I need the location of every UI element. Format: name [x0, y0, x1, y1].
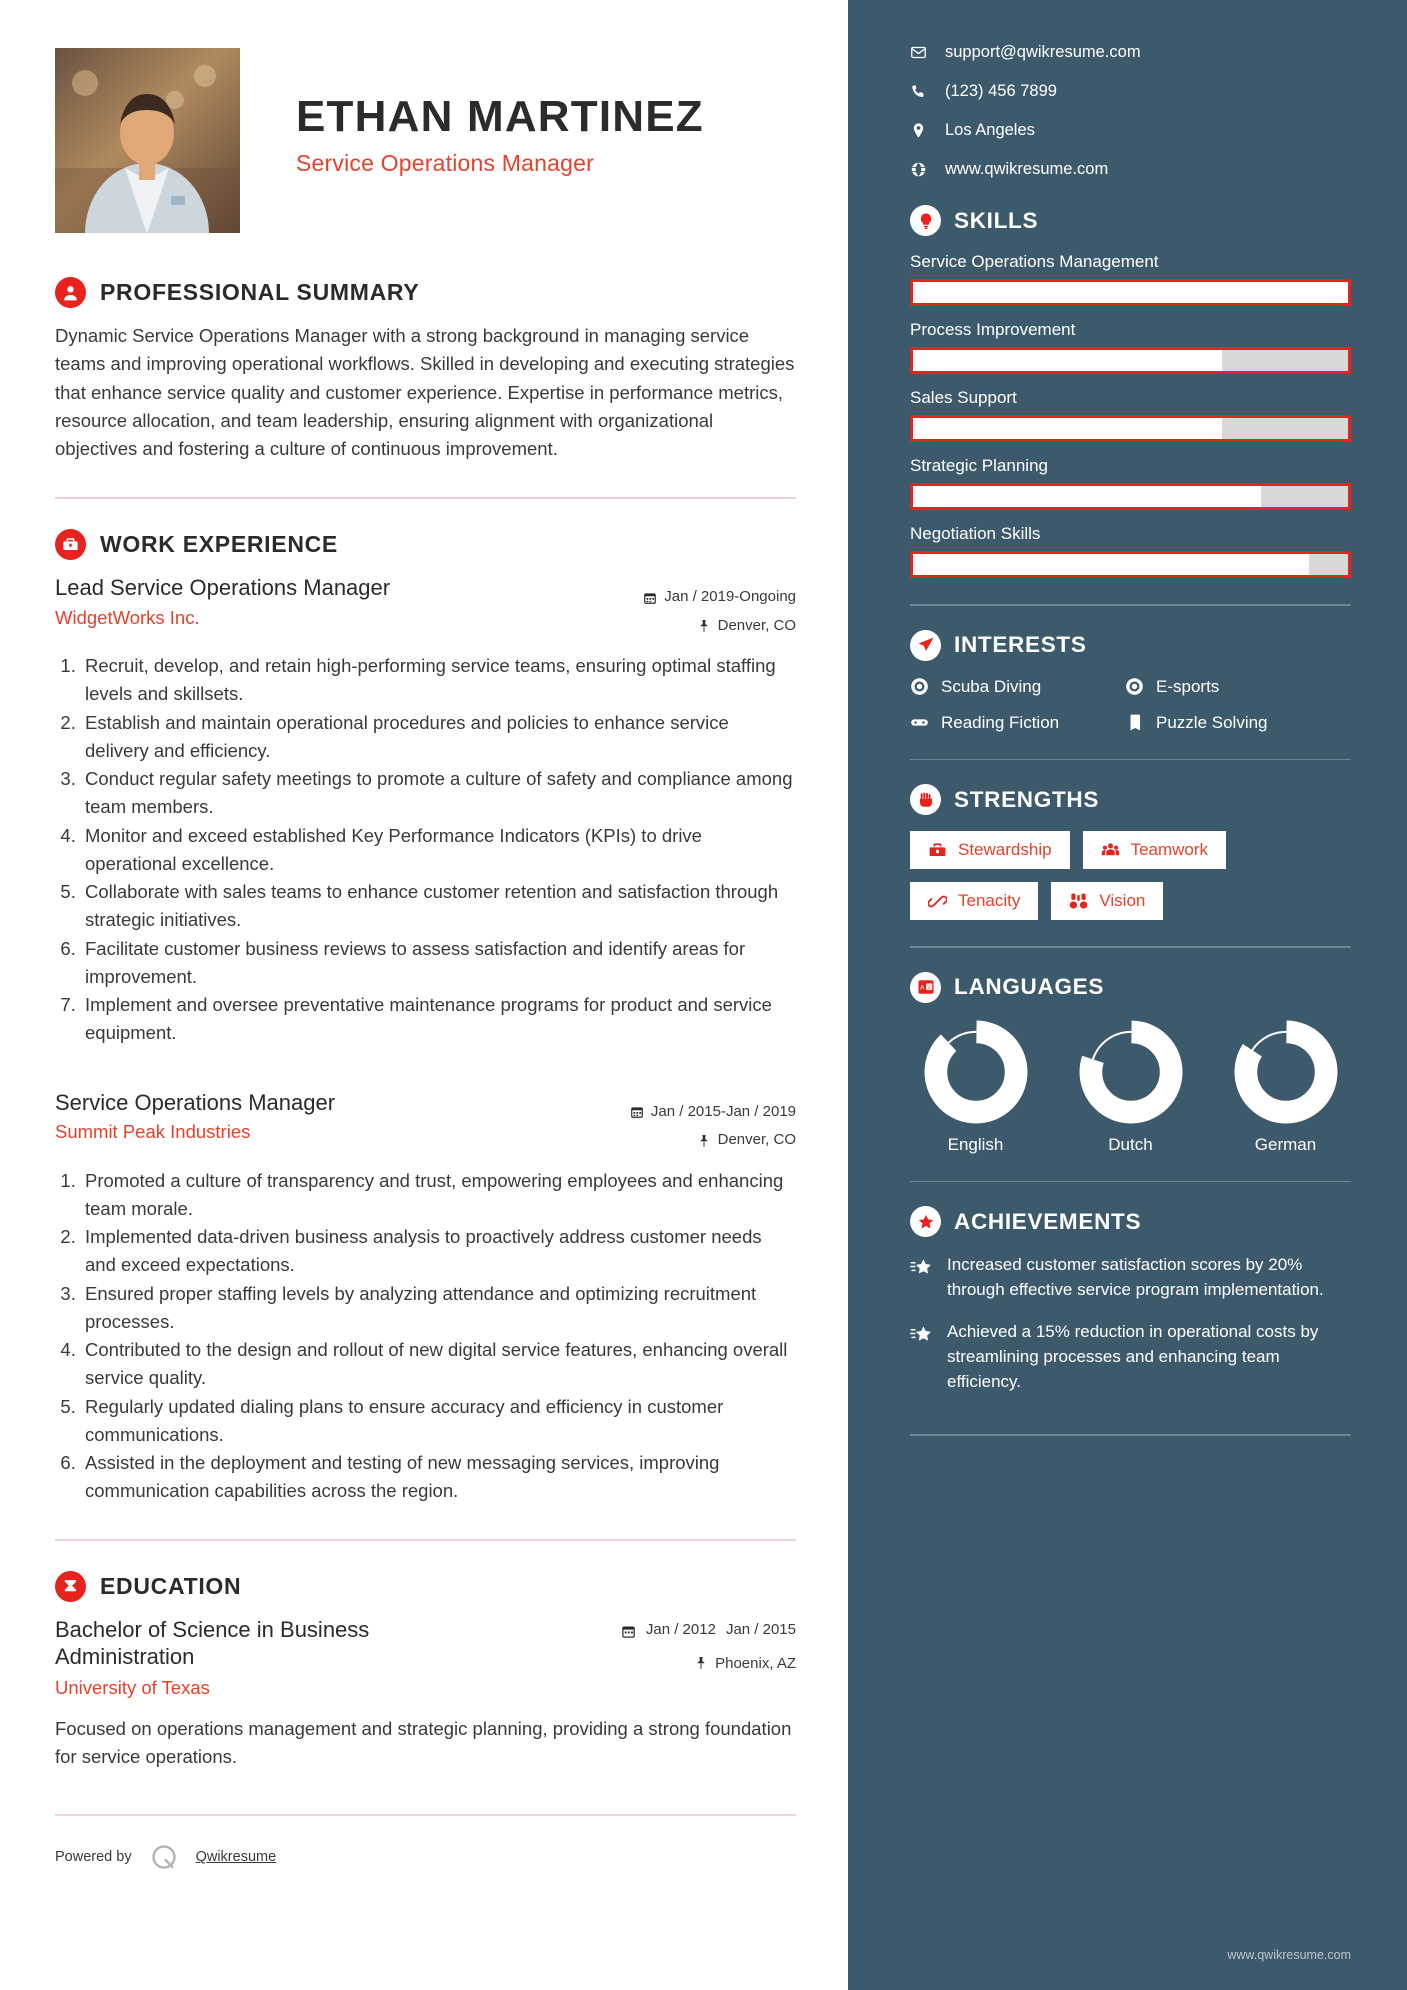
work-location: Denver, CO: [717, 616, 796, 634]
contact-website[interactable]: [910, 160, 1351, 179]
calendar-icon: [621, 1624, 636, 1639]
interest-label: Scuba Diving: [941, 676, 1042, 696]
page-footer: [55, 1842, 796, 1872]
work-location: Denver, CO: [717, 1131, 796, 1149]
contact-email[interactable]: [910, 43, 1351, 62]
phone-icon: [910, 83, 927, 100]
education-location-row: [621, 1655, 796, 1672]
skill-bar-fill: [913, 350, 1222, 371]
pin-icon: [910, 122, 927, 139]
work-bullet: 6. Facilitate customer business reviews to assess satisfaction and identify areas for improvement.: [81, 935, 796, 991]
svg-text:A: A: [919, 984, 925, 992]
section-title: EDUCATION: [100, 1572, 242, 1599]
skill-item: [910, 388, 1351, 442]
contact-phone-value: (123) 456 7899: [945, 82, 1057, 100]
section-heading: [910, 205, 1351, 236]
section-skills: [910, 205, 1351, 578]
divider: [910, 1434, 1351, 1436]
summary-text: Dynamic Service Operations Manager with a strong background in managing service teams and improving operational workflows. Skilled in developing and executing strategies that enhance service quality and customer experience. Expertise in performance metrics, resource allocation, and team leadership, ensuring alignment with organizational objectives and fostering a culture of continuous improvement.: [55, 325, 795, 460]
interest-label: E-sports: [1156, 676, 1220, 696]
divider: [910, 759, 1351, 761]
achievement-text: Achieved a 15% reduction in operational costs by streamlining processes and enhancing team efficiency.: [947, 1322, 1319, 1391]
shooting-star-icon: [910, 1323, 933, 1346]
work-bullet: 5. Regularly updated dialing plans to ensure accuracy and efficiency in customer communications.: [81, 1393, 796, 1449]
map-pin-icon: [697, 619, 711, 633]
skill-bar: [910, 551, 1351, 578]
achievement-text: Increased customer satisfaction scores by 20% through effective service program implementation.: [947, 1255, 1324, 1299]
strength-item: [910, 882, 1038, 920]
fist-icon: [910, 784, 941, 815]
section-title: PROFESSIONAL SUMMARY: [100, 279, 420, 305]
work-entry: [55, 574, 796, 1047]
skill-label: Service Operations Management: [910, 252, 1159, 271]
strength-item: [1083, 831, 1226, 869]
user-icon: [55, 277, 86, 308]
divider: [55, 1814, 796, 1816]
achievement-item: [910, 1320, 1351, 1394]
language-list: [910, 1019, 1351, 1155]
powered-by-label: Powered by: [55, 1849, 132, 1866]
interest-item: [910, 713, 1125, 733]
education-description: Focused on operations management and strategic planning, providing a strong foundation for service operations.: [55, 1717, 792, 1767]
work-dates-row: [630, 1098, 796, 1127]
work-entry-titles: [55, 574, 390, 629]
donut-chart-dutch: [1078, 1019, 1184, 1125]
skill-bar-fill: [913, 418, 1222, 439]
contact-email-value: support@qwikresume.com: [945, 43, 1141, 61]
education-entry-titles: [55, 1616, 485, 1699]
work-bullet: 2. Implemented data-driven business analysis to proactively address customer needs and exceed expectations.: [81, 1223, 796, 1279]
interest-item: [1125, 713, 1351, 733]
divider: [910, 1181, 1351, 1183]
skill-label: Strategic Planning: [910, 456, 1048, 475]
people-icon: [1101, 841, 1120, 860]
contact-website-value: www.qwikresume.com: [945, 160, 1109, 178]
map-pin-icon: [694, 1656, 708, 1670]
name-block: [296, 48, 704, 177]
section-languages: [910, 972, 1351, 1155]
language-label: English: [947, 1134, 1004, 1154]
skill-label: Sales Support: [910, 388, 1017, 407]
profile-photo-icon: [55, 48, 240, 233]
map-pin-icon: [697, 1134, 711, 1148]
avatar: [55, 48, 240, 233]
education-degree: Bachelor of Science in Business Administration: [55, 1616, 370, 1670]
strength-item: [910, 831, 1070, 869]
work-dates-row: [643, 583, 796, 612]
skill-label: Negotiation Skills: [910, 524, 1041, 543]
education-dates-row: [621, 1616, 796, 1641]
qwikresume-link[interactable]: Qwikresume: [195, 1849, 277, 1866]
interest-item: [1125, 677, 1351, 697]
svg-text:文: 文: [925, 984, 932, 991]
strength-label: Stewardship: [958, 840, 1052, 859]
language-item: [910, 1019, 1041, 1155]
skill-bar: [910, 415, 1351, 442]
donut-chart-german: [1233, 1019, 1339, 1125]
work-bullet: 1. Promoted a culture of transparency and trust, empowering employees and enhancing team morale.: [81, 1167, 796, 1223]
divider: [55, 497, 796, 499]
skill-label: Process Improvement: [910, 320, 1076, 339]
skill-bar: [910, 483, 1351, 510]
work-bullet: 7. Implement and oversee preventative maintenance programs for product and service equipment.: [81, 991, 796, 1047]
education-date-start: Jan / 2012: [645, 1620, 716, 1638]
section-title: WORK EXPERIENCE: [100, 531, 338, 558]
interest-label: Reading Fiction: [941, 712, 1060, 732]
section-work-experience: [55, 529, 796, 1505]
work-bullet: 4. Contributed to the design and rollout of new digital service features, enhancing overall service quality.: [81, 1336, 796, 1392]
page-title: ETHAN MARTINEZ: [296, 92, 704, 141]
work-entry-meta: [643, 574, 796, 640]
paper-plane-icon: [910, 630, 941, 661]
skill-item: [910, 320, 1351, 374]
skill-bar-fill: [913, 486, 1261, 507]
work-bullet: 6. Assisted in the deployment and testing of new messaging services, improving communication capabilities across the region.: [81, 1449, 796, 1505]
divider: [55, 1539, 796, 1541]
skill-bar: [910, 347, 1351, 374]
work-entry-header: [55, 1089, 796, 1155]
shooting-star-icon: [910, 1256, 933, 1279]
work-bullet: 1. Recruit, develop, and retain high-performing service teams, ensuring optimal staffing levels and skillsets.: [81, 652, 796, 708]
spacer: [55, 1053, 796, 1089]
work-company: WidgetWorks Inc.: [55, 606, 200, 628]
skill-bar-fill: [913, 554, 1309, 575]
contact-location: [910, 121, 1351, 140]
section-achievements: [910, 1206, 1351, 1394]
globe-icon: [910, 161, 927, 178]
education-meta: [621, 1616, 796, 1672]
section-heading: [910, 972, 1351, 1003]
education-date-end: Jan / 2015: [725, 1620, 796, 1638]
interest-label: Puzzle Solving: [1156, 712, 1268, 732]
lightbulb-icon: [910, 205, 941, 236]
strength-label: Tenacity: [958, 891, 1021, 910]
skill-bar: [910, 279, 1351, 306]
work-company: Summit Peak Industries: [55, 1121, 251, 1143]
section-title: SKILLS: [954, 207, 1039, 233]
work-role: Service Operations Manager: [55, 1089, 336, 1115]
work-location-row: [630, 1126, 796, 1155]
divider: [910, 946, 1351, 948]
calendar-icon: [630, 1105, 644, 1119]
lifebuoy-icon: [910, 677, 929, 696]
work-entry-titles: [55, 1089, 335, 1144]
donut-chart-english: [923, 1019, 1029, 1125]
briefcase-icon: [55, 529, 86, 560]
calendar-icon: [643, 591, 657, 605]
work-bullets: [55, 1167, 796, 1505]
work-role: Lead Service Operations Manager: [55, 575, 391, 601]
email-icon: [910, 44, 927, 61]
education-entry-header: [55, 1616, 796, 1699]
work-bullet: 5. Collaborate with sales teams to enhance customer retention and satisfaction through strategic initiatives.: [81, 878, 796, 934]
qwikresume-logo-icon: [149, 1842, 179, 1872]
language-item: [1220, 1019, 1351, 1155]
strength-item: [1051, 882, 1163, 920]
skill-item: [910, 252, 1351, 306]
toolbox-icon: [928, 841, 947, 860]
skill-bar-fill: [913, 282, 1348, 303]
section-title: LANGUAGES: [954, 974, 1105, 999]
graduation-icon: [55, 1571, 86, 1602]
section-heading: [910, 630, 1351, 661]
divider: [910, 604, 1351, 606]
section-heading: [910, 1206, 1351, 1237]
work-bullet: 3. Conduct regular safety meetings to promote a culture of safety and compliance among team members.: [81, 765, 796, 821]
strength-list: [910, 831, 1351, 920]
section-title: STRENGTHS: [954, 786, 1100, 812]
lifebuoy-icon: [1125, 677, 1144, 696]
section-heading: [910, 784, 1351, 815]
sidebar-footer-url: www.qwikresume.com: [1227, 1948, 1351, 1962]
sidebar: [848, 0, 1407, 1990]
work-bullet: 4. Monitor and exceed established Key Performance Indicators (KPIs) to drive operational excellence.: [81, 822, 796, 878]
section-heading: [55, 529, 796, 560]
section-education: [55, 1571, 796, 1771]
work-entry: [55, 1089, 796, 1505]
section-heading: [55, 1571, 796, 1602]
achievement-item: [910, 1253, 1351, 1302]
education-location: Phoenix, AZ: [715, 1654, 796, 1672]
work-dates: Jan / 2019-Ongoing: [664, 588, 796, 606]
strength-label: Teamwork: [1130, 840, 1209, 859]
work-dates: Jan / 2015-Jan / 2019: [650, 1102, 796, 1120]
strength-label: Vision: [1099, 891, 1146, 910]
interest-item: [910, 677, 1125, 697]
work-location-row: [643, 612, 796, 641]
section-strengths: [910, 784, 1351, 920]
star-badge-icon: [910, 1206, 941, 1237]
resume-header: [55, 48, 796, 233]
section-title: ACHIEVEMENTS: [954, 1208, 1142, 1234]
work-bullet: 3. Ensured proper staffing levels by analyzing attendance and optimizing recruitment processes.: [81, 1280, 796, 1336]
contact-list: [910, 43, 1351, 179]
skill-item: [910, 524, 1351, 578]
contact-location-value: Los Angeles: [945, 121, 1035, 139]
language-label: Dutch: [1108, 1134, 1153, 1154]
section-title: INTERESTS: [954, 632, 1087, 657]
work-entry-meta: [630, 1089, 796, 1155]
language-label: German: [1254, 1134, 1317, 1154]
work-bullet: 2. Establish and maintain operational procedures and policies to enhance service delivery and efficiency.: [81, 709, 796, 765]
section-professional-summary: [55, 277, 796, 463]
section-heading: [55, 277, 796, 308]
contact-phone[interactable]: [910, 82, 1351, 101]
language-item: [1065, 1019, 1196, 1155]
work-entry-header: [55, 574, 796, 640]
skill-item: [910, 456, 1351, 510]
interest-list: [910, 677, 1351, 733]
link-icon: [928, 892, 947, 911]
translate-icon: [910, 972, 941, 1003]
section-interests: [910, 630, 1351, 733]
gamepad-icon: [910, 713, 929, 732]
work-bullets: [55, 652, 796, 1047]
job-title: Service Operations Manager: [296, 149, 594, 176]
binoculars-icon: [1069, 892, 1088, 911]
education-school: University of Texas: [55, 1676, 210, 1698]
book-icon: [1125, 713, 1144, 732]
